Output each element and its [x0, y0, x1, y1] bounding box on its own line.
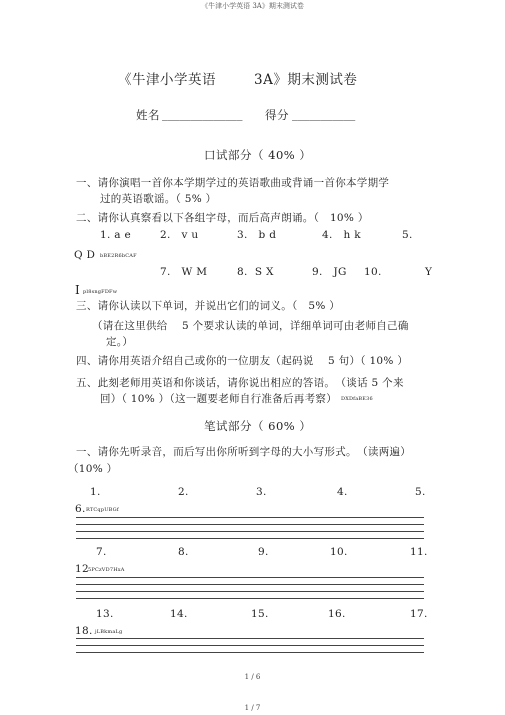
answer-number: 3.	[256, 486, 267, 498]
answer-line	[76, 584, 424, 585]
page-number: 1 / 6	[244, 673, 261, 681]
oral-q4-line1: 四、请你用英语介绍自己或你的一位朋友（起码说 5 句）（ 10% ）	[76, 355, 409, 367]
page-title-left: 《牛津小学英语	[118, 72, 216, 88]
letter-item: 10.	[364, 266, 382, 278]
answer-number: 5.	[415, 486, 426, 498]
letter-item-10b: I	[75, 283, 80, 297]
answer-number: 6.	[75, 503, 86, 515]
oral-q3-line2: （请在这里供给 5 个要求认读的单词，详细单词可由老师自己确	[92, 320, 409, 332]
answer-line	[76, 524, 424, 525]
score-label: 得分	[265, 108, 289, 122]
answer-number: 15.	[251, 608, 269, 620]
answer-line	[76, 577, 424, 578]
written-q1-line1: 一、请你先听录音，而后写出你所听到字母的大小写形式。 （读两遍）	[76, 446, 412, 458]
written-heading: 笔试部分（ 60% ）	[204, 419, 312, 433]
letter-item: 2. v u	[160, 229, 199, 241]
page-header: 《牛津小学英语 3A》期末测试卷	[201, 2, 304, 10]
answer-number: 9.	[258, 546, 269, 558]
page-title-right: 3A》期末测试卷	[254, 72, 358, 88]
letter-item: 3. b d	[237, 229, 277, 241]
answer-number: 7.	[96, 546, 107, 558]
letter-item: 9. JG	[312, 266, 347, 278]
letter-item: 7. W M	[160, 266, 208, 278]
letter-item: Y	[425, 266, 433, 278]
name-blank: ______________	[162, 107, 243, 121]
answer-line	[76, 638, 424, 639]
letter-item: 8. S X	[237, 266, 274, 278]
watermark-noise: 5PCzVD7HxA	[88, 567, 125, 573]
answer-number: 8.	[178, 546, 189, 558]
oral-q5-line2: 回）（ 10% ）（这一题要老师自行准备后再考察）	[100, 393, 338, 405]
oral-heading: 口试部分（ 40% ）	[204, 148, 312, 162]
watermark-noise: RTCqpUBGf	[86, 507, 119, 513]
oral-q1-line2: 过的英语歌谣。（ 5% ）	[100, 193, 217, 205]
oral-q3-line1: 三、请你认读以下单词，并说出它们的词义。（ 5% ）	[76, 300, 341, 312]
answer-number: 1.	[90, 486, 101, 498]
answer-number: 4.	[337, 486, 348, 498]
watermark-noise: DXDfaBE36	[341, 396, 373, 402]
answer-line	[76, 645, 424, 646]
answer-number: 11.	[410, 546, 428, 558]
answer-number: 12	[75, 563, 89, 575]
oral-q3-line3: 定。）	[106, 336, 134, 348]
answer-line	[76, 652, 424, 653]
answer-line	[76, 517, 424, 518]
answer-line	[76, 598, 424, 599]
answer-number: 17.	[410, 608, 428, 620]
name-label: 姓名	[136, 108, 160, 122]
watermark-noise: jLBkmaLg	[95, 629, 123, 635]
written-q1-line2: （10% ）	[68, 463, 118, 475]
answer-number: 10.	[330, 546, 348, 558]
letter-item: 1. a e	[100, 229, 131, 241]
answer-line	[76, 538, 424, 539]
oral-q2-line1: 二、请你认真察看以下各组字母，而后高声朗诵。（ 10% ）	[76, 212, 369, 224]
answer-number: 16.	[328, 608, 346, 620]
oral-q1-line1: 一、请你演唱一首你本学期学过的英语歌曲或背诵一首你本学期学	[76, 177, 390, 189]
answer-number: 13.	[96, 608, 114, 620]
letter-item: 4. h k	[322, 229, 361, 241]
oral-q5-line1: 五、此刻老师用英语和你谈话，请你说出相应的答语。 （谈话 5 个来	[76, 377, 404, 389]
score-blank: ___________	[292, 107, 356, 121]
watermark-noise: pl8sngFDFw	[83, 289, 118, 295]
answer-line	[76, 591, 424, 592]
answer-number: 2.	[178, 486, 189, 498]
answer-number: 14.	[170, 608, 188, 620]
letter-item: 5.	[402, 229, 413, 241]
letter-item-5: Q D	[74, 249, 96, 261]
answer-number: 18.	[75, 625, 93, 637]
watermark-noise: bBE2R6bCAF	[100, 253, 137, 259]
total-pages: 1 / 7	[244, 704, 261, 712]
answer-line	[76, 531, 424, 532]
